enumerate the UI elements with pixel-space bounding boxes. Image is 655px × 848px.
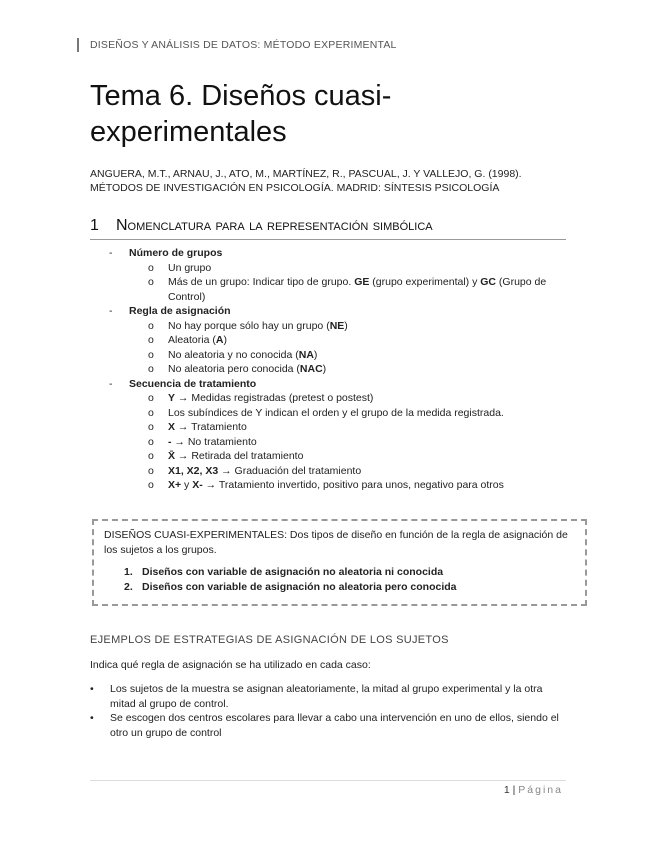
list-item: • Se escogen dos centros escolares para llevar a cabo una intervención en uno de ellos, siendo el otro un grupo de control	[90, 712, 559, 739]
page-label: Página	[518, 784, 563, 796]
sub-bullet: o	[148, 464, 154, 477]
callout-box	[92, 519, 587, 606]
list-subitem: o Un grupo	[148, 261, 212, 274]
list-subitem: o X+ y X- → Tratamiento invertido, positivo para unos, negativo para otros	[148, 479, 504, 491]
regla-label: Regla de asignación	[129, 305, 231, 317]
header-bar	[77, 38, 79, 52]
bullet-dot: •	[90, 683, 94, 695]
reference-source: MÉTODOS DE INVESTIGACIÓN EN PSICOLOGÍA. MADRID: SÍNTESIS PSICOLOGÍA	[90, 182, 500, 194]
page-number: 1	[503, 784, 510, 796]
section-number: 1	[90, 217, 99, 234]
page-footer	[504, 784, 563, 796]
list-subitem: o No hay porque sólo hay un grupo (NE)	[148, 319, 348, 332]
dash-bullet: -	[109, 247, 113, 259]
sub-bullet: o	[148, 261, 154, 274]
list-subitem: o Y → Medidas registradas (pretest o postest)	[148, 392, 374, 404]
section-heading	[90, 217, 566, 240]
list-subitem: o Aleatoria (A)	[148, 334, 227, 346]
sub-bullet: o	[148, 406, 154, 419]
running-header: DISEÑOS Y ANÁLISIS DE DATOS: MÉTODO EXPERIMENTAL	[90, 39, 397, 51]
sub-bullet: o	[148, 276, 154, 288]
bullet-dot: •	[90, 712, 94, 724]
sub-bullet: o	[148, 319, 154, 332]
page-title: Tema 6. Diseños cuasi-experimentales	[90, 80, 392, 148]
footer-separator: |	[512, 784, 516, 796]
reference-authors: ANGUERA, M.T., ARNAU, J., ATO, M., MARTÍNEZ, R., PASCUAL, J. Y VALLEJO, G. (1998).	[90, 168, 522, 180]
list-subitem: o No aleatoria pero conocida (NAC)	[148, 363, 327, 375]
list-item-grupos	[0, 246, 655, 261]
callout-list	[104, 565, 575, 594]
list-item: • Los sujetos de la muestra se asignan aleatoriamente, la mitad al grupo experimental y la otra mitad al grupo de control.	[90, 683, 543, 710]
sub-bullet: o	[148, 450, 154, 462]
examples-intro: Indica qué regla de asignación se ha utilizado en cada caso:	[90, 659, 371, 671]
bibliographic-reference	[90, 167, 570, 195]
list-item-secuencia	[0, 377, 655, 392]
list-subitem: o No aleatoria y no conocida (NA)	[148, 348, 318, 361]
examples-list	[90, 682, 566, 740]
examples-heading: EJEMPLOS DE ESTRATEGIAS DE ASIGNACIÓN DE LOS SUJETOS	[90, 634, 449, 646]
sub-bullet: o	[148, 348, 154, 361]
callout-text: DISEÑOS CUASI-EXPERIMENTALES: Dos tipos de diseño en función de la regla de asignación de los sujetos a los grupos.	[104, 529, 568, 556]
list-subitem: o X → Tratamiento	[148, 421, 247, 433]
callout-item: 2. Diseños con variable de asignación no aleatoria pero conocida	[124, 580, 457, 593]
dash-bullet: -	[109, 377, 113, 390]
sub-bullet: o	[148, 334, 154, 346]
list-subitem: o X̄ → Retirada del tratamiento	[148, 450, 304, 462]
section-title: Nomenclatura para la representación simbólica	[116, 217, 433, 234]
sub-bullet: o	[148, 435, 154, 448]
nomenclature-list	[0, 246, 655, 493]
sub-bullet: o	[148, 392, 154, 404]
callout-item: 1. Diseños con variable de asignación no aleatoria ni conocida	[124, 566, 444, 578]
list-subitem: o X1, X2, X3 → Graduación del tratamiento	[148, 464, 362, 477]
list-subitem: o Más de un grupo: Indicar tipo de grupo. GE (grupo experimental) y GC (Grupo de Control)	[148, 276, 547, 303]
sub-bullet: o	[148, 421, 154, 433]
sub-bullet: o	[148, 479, 154, 491]
footer-divider	[90, 780, 566, 781]
list-subitem: o - → No tratamiento	[148, 435, 257, 448]
secuencia-label: Secuencia de tratamiento	[129, 377, 257, 390]
sub-bullet: o	[148, 363, 154, 375]
dash-bullet: -	[109, 305, 113, 317]
list-subitem: o Los subíndices de Y indican el orden y el grupo de la medida registrada.	[148, 406, 504, 419]
list-item-regla	[0, 304, 655, 319]
grupos-label: Número de grupos	[129, 247, 223, 259]
